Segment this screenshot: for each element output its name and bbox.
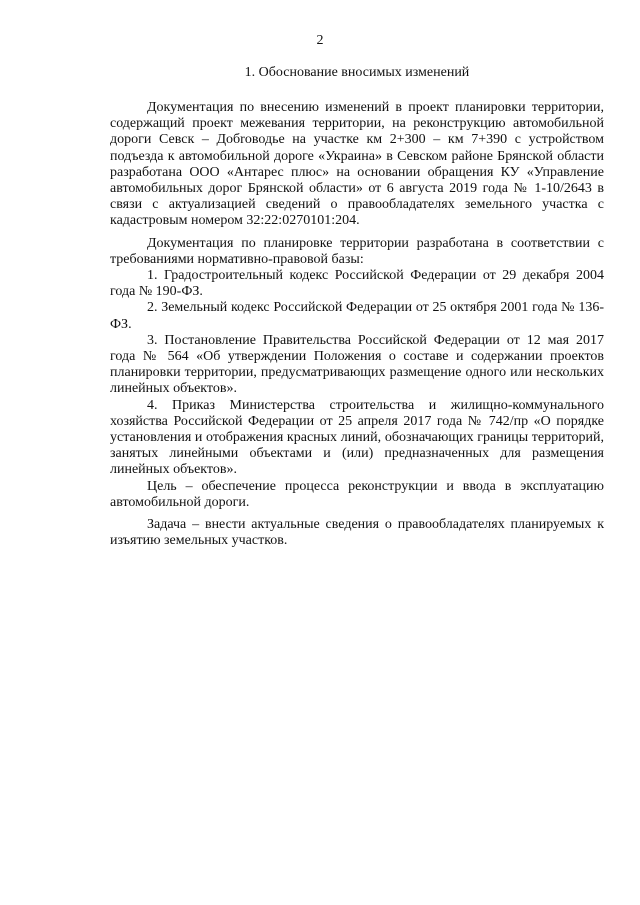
paragraph-goal: Цель – обеспечение процесса реконструкции и ввода в эксплуатацию автомобильной дороги. [110, 478, 604, 510]
paragraph-regulation-2: 2. Земельный кодекс Российской Федерации от 25 октября 2001 года № 136-ФЗ. [110, 300, 604, 332]
section-title: 1. Обоснование вносимых изменений [244, 65, 470, 80]
paragraph-regulatory-intro: Документация по планировке территории разработана в соответствии с требованиями нормативно-правовой базы: [110, 235, 604, 267]
paragraph-regulation-3: 3. Постановление Правительства Российской Федерации от 12 мая 2017 года № 564 «Об утверждении Положения о составе и содержании проектов планировки территории, предусматривающих размещение одного или нескольких линейных объектов». [110, 332, 604, 397]
paragraph-regulation-4: 4. Приказ Министерства строительства и жилищно-коммунального хозяйства Российской Федерации от 25 апреля 2017 года № 742/пр «О порядке установления и отображения красных линий, обозначающих границы территорий, занятых линейными объектами и (или) предназначенных для размещения линейных объектов». [110, 397, 604, 478]
page-number: 2 [316, 33, 324, 48]
paragraph-regulation-1: 1. Градостроительный кодекс Российской Федерации от 29 декабря 2004 года № 190-ФЗ. [110, 268, 604, 300]
paragraph-task: Задача – внести актуальные сведения о правообладателях планируемых к изъятию земельных участков. [110, 517, 604, 549]
body-text [110, 100, 604, 549]
paragraph-project-basis: Документация по внесению изменений в проект планировки территории, содержащий проект межевания территории, на реконструкцию автомобильной дороги Севск – Добrоводье на участке км 2+300 – км 7+390 с устройством подъезда к автомобильной дороге «Украина» в Севском районе Брянской области разработана ООО «Антарес плюс» на основании обращения КУ «Управление автомобильных дорог Брянской области» от 6 августа 2019 года № 1-10/2643 в связи с актуализацией сведений о правообладателях земельного участка с кадастровым номером 32:22:0270101:204. [110, 100, 604, 229]
